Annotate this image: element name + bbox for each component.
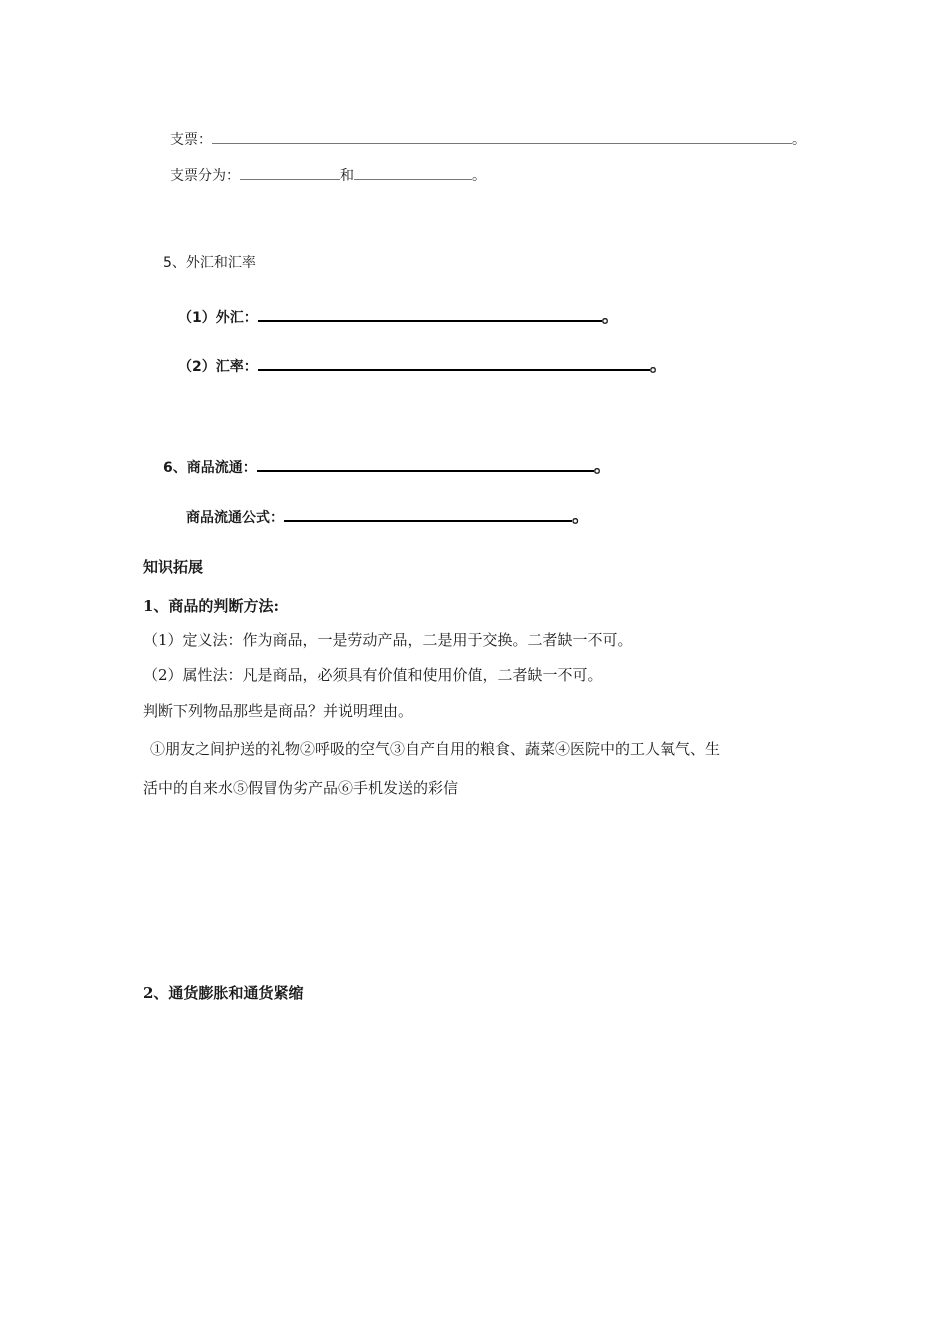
formula-blank[interactable]	[284, 520, 572, 522]
cheque-end: 。	[792, 132, 806, 148]
formula-line	[186, 502, 590, 528]
cheque-types-and: 和	[340, 168, 354, 184]
circulation-title: 6、商品流通：	[163, 460, 257, 476]
item1-title: 1、商品的判断方法:	[143, 597, 279, 615]
cheque-types-end: 。	[472, 168, 486, 184]
formula-label: 商品流通公式：	[186, 510, 284, 526]
circulation-end: 。	[593, 456, 612, 477]
cheque-types-label: 支票分为：	[170, 168, 240, 184]
list-line-2: 活中的自来水⑤假冒伪劣产品⑥手机发送的彩信	[143, 779, 459, 797]
method2-text: （2）属性法：凡是商品，必须具有价值和使用价值，二者缺一不可。	[143, 666, 603, 684]
rate-blank[interactable]	[258, 369, 650, 371]
item2-title: 2、通货膨胀和通货紧缩	[143, 984, 304, 1002]
cheque-label: 支票：	[170, 132, 212, 148]
cheque-type2-blank[interactable]	[354, 179, 472, 180]
circulation-line	[163, 452, 612, 478]
forex-label: （1）外汇：	[178, 310, 258, 326]
rate-end: 。	[649, 355, 668, 376]
question-text: 判断下列物品那些是商品？并说明理由。	[143, 702, 414, 720]
list-line-1: ①朋友之间护送的礼物②呼吸的空气③自产自用的粮食、蔬菜④医院中的工人氧气、生	[150, 740, 721, 758]
section5-title: 5、外汇和汇率	[163, 255, 256, 271]
extension-heading: 知识拓展	[143, 558, 204, 576]
rate-line	[178, 351, 668, 377]
cheque-types-line	[170, 165, 486, 185]
formula-end: 。	[572, 506, 590, 527]
rate-label: （2）汇率：	[178, 359, 258, 375]
forex-end: 。	[601, 306, 620, 327]
cheque-type1-blank[interactable]	[240, 179, 340, 180]
forex-line	[178, 302, 620, 328]
circulation-blank[interactable]	[257, 470, 594, 472]
cheque-line	[170, 129, 806, 149]
forex-blank[interactable]	[258, 320, 602, 322]
cheque-blank[interactable]	[212, 143, 792, 144]
method1-text: （1）定义法：作为商品，一是劳动产品，二是用于交换。二者缺一不可。	[143, 631, 633, 649]
